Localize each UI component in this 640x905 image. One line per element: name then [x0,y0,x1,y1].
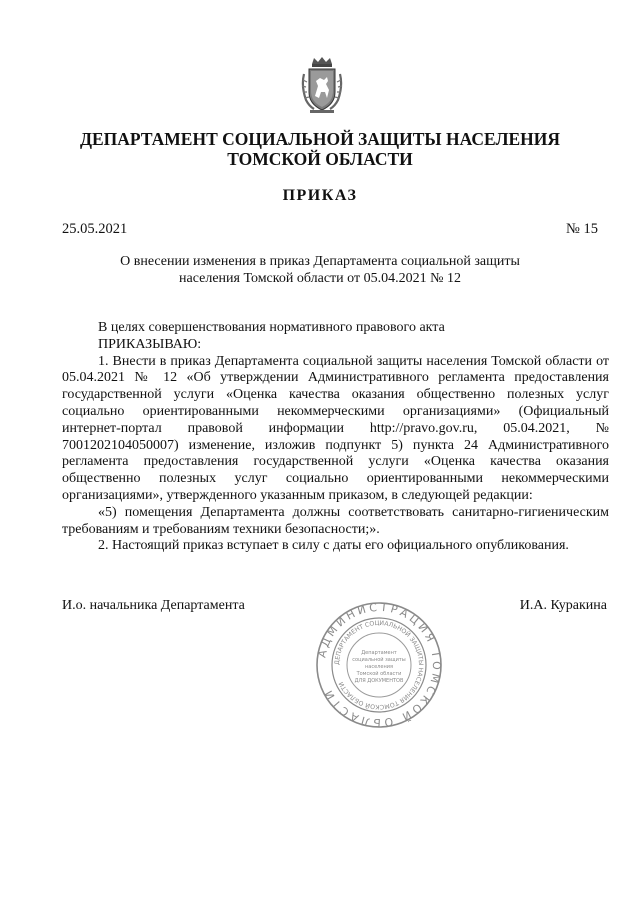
department-name-line2: ТОМСКОЙ ОБЛАСТИ [227,149,413,169]
document-body [62,320,609,555]
signatory-position: И.о. начальника Департамента [62,598,245,613]
svg-text:ДЕПАРТАМЕНТ СОЦИАЛЬНОЙ ЗАЩИТЫ: ДЕПАРТАМЕНТ СОЦИАЛЬНОЙ ЗАЩИТЫ НАСЕЛЕНИЯ ТОМСКОЙ ОБЛАСТИ [333,619,425,711]
svg-text:АДМИНИСТРАЦИЯ ТОМСКОЙ ОБЛАСТИ: АДМИНИСТРАЦИЯ ТОМСКОЙ ОБЛАСТИ [315,600,444,730]
order-word: ПРИКАЗЫВАЮ: [98,336,202,352]
item-2-paragraph: 2. Настоящий приказ вступает в силу с даты его официального опубликования. [98,538,569,554]
item-1-paragraph: 1. Внести в приказ Департамента социальной защиты населения Томской области от 05.04.2021 № 12 «Об утверждении Административного регламента предоставления государственной услуги «Оценка качества оказания общественно полезных услуг социально ориентированными некоммерческими организациями» (Официальный интернет-портал правовой информации http://pravo.gov.ru, 05.04.2021, № 7001202104050007) изменение, изложив подпункт 5) пункта 24 Административного регламента предоставления государственной услуги «Оценка качества оказания общественно полезных услуг социально ориентированными некоммерческими организациями», утвержденного указанным приказом, в следующей редакции: [62,353,609,503]
svg-text:Департамент: Департамент [361,650,397,656]
document-number: № 15 [566,221,598,237]
quote-paragraph: «5) помещения Департамента должны соответствовать санитарно-гигиеническим требованиям и требованиям техники безопасности;». [62,504,609,537]
coat-of-arms-icon [300,56,344,114]
document-type-title: ПРИКАЗ [282,187,358,204]
intro-paragraph: В целях совершенствования нормативного правового акта [98,320,445,335]
svg-text:ДЛЯ ДОКУМЕНТОВ: ДЛЯ ДОКУМЕНТОВ [354,678,404,684]
svg-text:социальной защиты: социальной защиты [352,657,406,663]
document-subject [90,253,550,287]
subject-line2: населения Томской области от 05.04.2021 № 12 [179,271,461,286]
department-name-line1: ДЕПАРТАМЕНТ СОЦИАЛЬНОЙ ЗАЩИТЫ НАСЕЛЕНИЯ [79,129,561,149]
subject-line1: О внесении изменения в приказ Департамента социальной защиты [120,254,520,269]
signatory-name: И.А. Куракина [519,598,607,613]
svg-text:населения: населения [365,664,393,670]
svg-text:Томской области: Томской области [356,671,402,677]
official-stamp-icon [314,600,444,730]
document-date: 25.05.2021 [62,221,128,237]
